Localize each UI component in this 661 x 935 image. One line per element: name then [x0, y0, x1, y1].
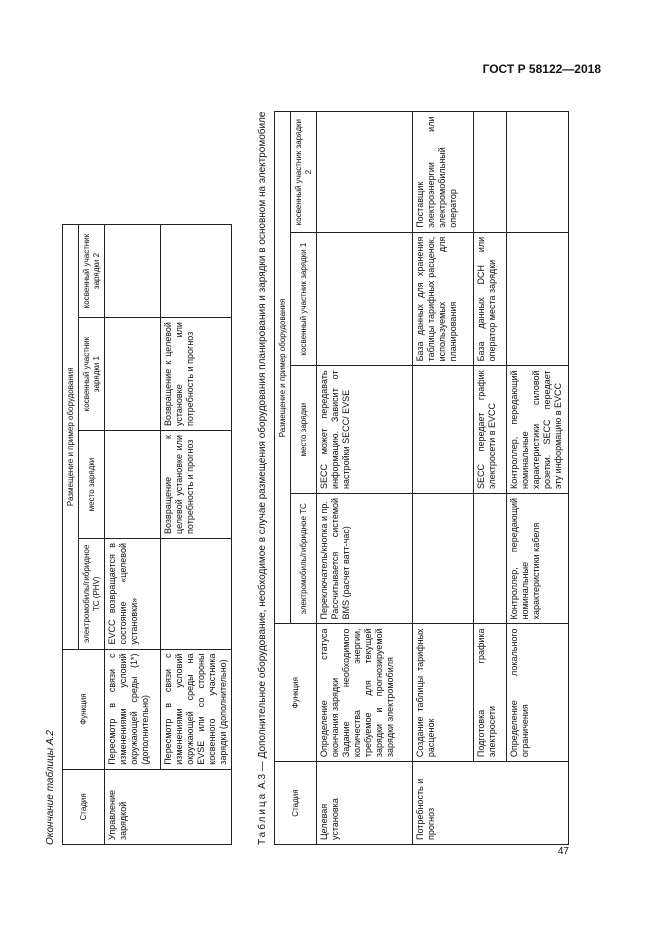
cell-stage: Целевая установка — [317, 762, 413, 845]
cell-indirect-1: База данных для хранения таблицы тарифных расценок, используемых для планирования — [413, 232, 474, 366]
cell-ev: EVCC возвращается в состояние «целевой установки» — [105, 538, 161, 649]
cell-function: Подготовка графика электросети — [474, 624, 507, 762]
table-a2 — [62, 224, 232, 845]
document-header: ГОСТ Р 58122—2018 — [482, 62, 601, 76]
col-header-indirect-2: косвенный участник зарядки 2 — [291, 112, 317, 232]
col-header-indirect-2: косвенный участник зарядки 2 — [79, 225, 105, 318]
col-header-function: Функция — [63, 649, 105, 769]
col-header-stage: Стадия — [275, 762, 317, 845]
cell-function: Определение статуса окончания зарядки Задание необходимого количества энергии, требуемое для текущей зарядки и прогнозируемой зарядки электромобиля — [317, 624, 413, 762]
col-header-ev: электромобиль/гибридное ТС (PHV) — [79, 538, 105, 649]
col-header-ev: электромобиль/гибридное ТС — [291, 493, 317, 624]
cell-charge-place — [413, 366, 474, 494]
col-header-indirect-1: косвенный участник зарядки 1 — [79, 318, 105, 431]
cell-stage: Управление зарядкой — [105, 769, 232, 844]
cell-ev: Переключатель/кнопка и пр. Рассчитывается системой BMS (расчет ватт-час) — [317, 493, 413, 624]
cell-ev — [474, 493, 507, 624]
cell-indirect-1: Возвращение к целевой установке или потребность и прогноз — [161, 318, 232, 431]
col-header-stage: Стадия — [63, 769, 105, 844]
cell-indirect-2 — [507, 112, 569, 232]
col-header-placement: Размещение и пример оборудования — [63, 225, 79, 650]
cell-function: Пересмотр в связи с изменениями условий окружающей среды (1*) (дополнительно) — [105, 649, 161, 769]
col-header-placement: Размещение и пример оборудования — [275, 112, 291, 624]
table-row — [105, 225, 161, 845]
cell-ev — [161, 538, 232, 649]
cell-charge-place: SECC может передавать информацию. Зависит от настройки SECC/ EVSE — [317, 366, 413, 494]
table-row — [507, 112, 569, 845]
cell-indirect-2: Поставщик электроэнергии или электромобильный оператор — [413, 112, 474, 232]
cell-charge-place: SECC передает график электросети в EVCC — [474, 366, 507, 494]
cell-indirect-2 — [474, 112, 507, 232]
cell-function: Создание таблицы тарифных расценок — [413, 624, 474, 762]
table-a3 — [274, 112, 569, 846]
cell-ev — [413, 493, 474, 624]
cell-charge-place — [105, 431, 161, 539]
col-header-function: Функция — [275, 624, 317, 762]
cell-ev: Контроллер, передающий номинальные характеристики кабеля — [507, 493, 569, 624]
table-a3-block — [252, 112, 569, 846]
cell-stage: Потребность и прогноз — [413, 762, 569, 845]
col-header-charge-place: место зарядки — [79, 431, 105, 539]
table-a3-caption — [252, 112, 274, 846]
cell-indirect-1 — [105, 318, 161, 431]
cell-indirect-2 — [105, 225, 161, 318]
table-a2-caption: Окончание таблицы А.2 — [45, 730, 56, 845]
cell-indirect-1: База данных DCH или оператор места зарядки — [474, 232, 507, 366]
cell-indirect-1 — [507, 232, 569, 366]
col-header-charge-place: место зарядки — [291, 366, 317, 494]
cell-function: Пересмотр в связи с изменениями условий окружающей среды на EVSE или со стороны косвенного участника зарядки (дополнительно) — [161, 649, 232, 769]
cell-indirect-2 — [161, 225, 232, 318]
table-row — [161, 225, 232, 845]
cell-charge-place: Возвращение к целевой установке или потребность и прогноз — [161, 431, 232, 539]
cell-function: Определение локального ограничения — [507, 624, 569, 762]
table-a2-block — [40, 224, 232, 845]
cell-indirect-1 — [317, 232, 413, 366]
cell-indirect-2 — [317, 112, 413, 232]
table-a3-caption-text: А.3 — Дополнительное оборудование, необходимое в случае размещения оборудования планирования и зарядки в основном на электромобиле — [257, 111, 268, 792]
page-number: 47 — [557, 846, 569, 857]
col-header-indirect-1: косвенный участник зарядки 1 — [291, 232, 317, 366]
table-row — [317, 112, 413, 845]
cell-charge-place: Контроллер, передающий номинальные характеристики силовой розетки. SECC передает эту информацию в EVCC — [507, 366, 569, 494]
table-a3-caption-label: Таблица — [257, 791, 268, 845]
table-row — [413, 112, 474, 845]
table-row — [474, 112, 507, 845]
